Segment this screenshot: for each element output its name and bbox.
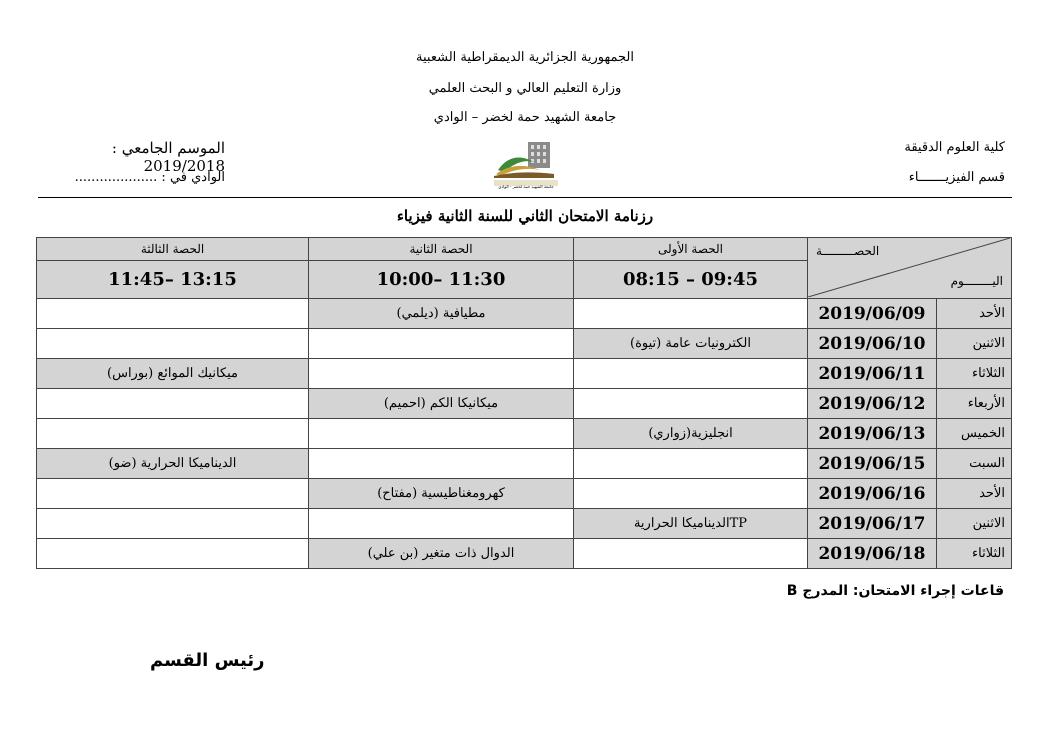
date-cell: 2019/06/16 [808, 479, 937, 509]
session-1-cell [574, 539, 808, 569]
session-2-cell: الدوال ذات متغير (بن علي) [309, 539, 574, 569]
day-cell: الثلاثاء [937, 359, 1012, 389]
day-cell: الأحد [937, 479, 1012, 509]
date-cell: 2019/06/13 [808, 419, 937, 449]
header-divider [38, 197, 1012, 198]
table-row [37, 329, 1012, 359]
session-3-label: الحصة الثالثة [37, 238, 309, 261]
session-1-cell: TPالديناميكا الحرارية [574, 509, 808, 539]
date-cell: 2019/06/18 [808, 539, 937, 569]
day-cell: الثلاثاء [937, 539, 1012, 569]
day-cell: الأحد [937, 299, 1012, 329]
session-1-label: الحصة الأولى [574, 238, 808, 261]
table-row [37, 449, 1012, 479]
session-3-cell [37, 299, 309, 329]
session-2-cell [309, 419, 574, 449]
session-2-cell [309, 329, 574, 359]
session-3-cell [37, 509, 309, 539]
session-1-cell [574, 299, 808, 329]
session-2-cell [309, 359, 574, 389]
session-2-label: الحصة الثانية [309, 238, 574, 261]
day-cell: السبت [937, 449, 1012, 479]
university-title: جامعة الشهيد حمة لخضر – الوادي [433, 110, 617, 125]
session-3-cell [37, 419, 309, 449]
day-cell: الاثنين [937, 329, 1012, 359]
session-2-cell [309, 449, 574, 479]
exam-schedule-table [36, 237, 1012, 569]
session-1-cell [574, 359, 808, 389]
season-label: الموسم الجامعي : 2019/2018 [111, 139, 225, 175]
date-cell: 2019/06/11 [808, 359, 937, 389]
day-cell: الاثنين [937, 509, 1012, 539]
session-3-cell [37, 479, 309, 509]
session-2-cell: كهرومغناطيسية (مفتاح) [309, 479, 574, 509]
department-head-signature-label: رئيس القسم [150, 650, 265, 671]
header-corner-cell [808, 238, 1012, 299]
table-row [37, 419, 1012, 449]
table-row [37, 359, 1012, 389]
date-cell: 2019/06/09 [808, 299, 937, 329]
corner-session-label: الحصـــــــــة [816, 244, 880, 258]
session-1-time: 08:15 – 09:45 [574, 261, 808, 299]
university-logo [490, 140, 562, 190]
table-row [37, 539, 1012, 569]
table-row [37, 509, 1012, 539]
page-title: رزنامة الامتحان الثاني للسنة الثانية فيزياء [396, 207, 654, 225]
faculty-label: كلية العلوم الدقيقة [904, 140, 1005, 155]
department-label: قسم الفيزيـــــــاء [908, 170, 1005, 185]
table-row [37, 299, 1012, 329]
session-2-cell [309, 509, 574, 539]
session-1-cell [574, 389, 808, 419]
session-1-cell [574, 449, 808, 479]
date-cell: 2019/06/15 [808, 449, 937, 479]
table-header-row-labels [37, 238, 1012, 261]
session-3-cell: ميكانيك الموائع (بوراس) [37, 359, 309, 389]
session-2-cell: ميكانيكا الكم (احميم) [309, 389, 574, 419]
session-3-time: 11:45– 13:15 [37, 261, 309, 299]
session-3-cell [37, 539, 309, 569]
table-row [37, 479, 1012, 509]
session-2-time: 10:00– 11:30 [309, 261, 574, 299]
republic-title: الجمهورية الجزائرية الديمقراطية الشعبية [416, 50, 634, 65]
corner-day-label: اليــــــــوم [950, 274, 1003, 288]
date-cell: 2019/06/12 [808, 389, 937, 419]
session-2-cell: مطيافية (ديلمي) [309, 299, 574, 329]
session-3-cell: الديناميكا الحرارية (ضو) [37, 449, 309, 479]
logo-emblem-icon [490, 140, 562, 190]
table-row [37, 389, 1012, 419]
day-cell: الخميس [937, 419, 1012, 449]
place-date-label: الوادي في : .................... [74, 170, 225, 185]
exam-hall-note: قاعات إجراء الامتحان: المدرج B [786, 583, 1004, 599]
ministry-title: وزارة التعليم العالي و البحث العلمي [428, 81, 622, 96]
date-cell: 2019/06/17 [808, 509, 937, 539]
session-1-cell: الكترونيات عامة (تيوة) [574, 329, 808, 359]
day-cell: الأربعاء [937, 389, 1012, 419]
session-3-cell [37, 389, 309, 419]
session-1-cell: انجليزية(زواري) [574, 419, 808, 449]
date-cell: 2019/06/10 [808, 329, 937, 359]
logo-caption: جامعة الشهيد حمة لخضر - الوادي [498, 184, 554, 189]
session-3-cell [37, 329, 309, 359]
session-1-cell [574, 479, 808, 509]
